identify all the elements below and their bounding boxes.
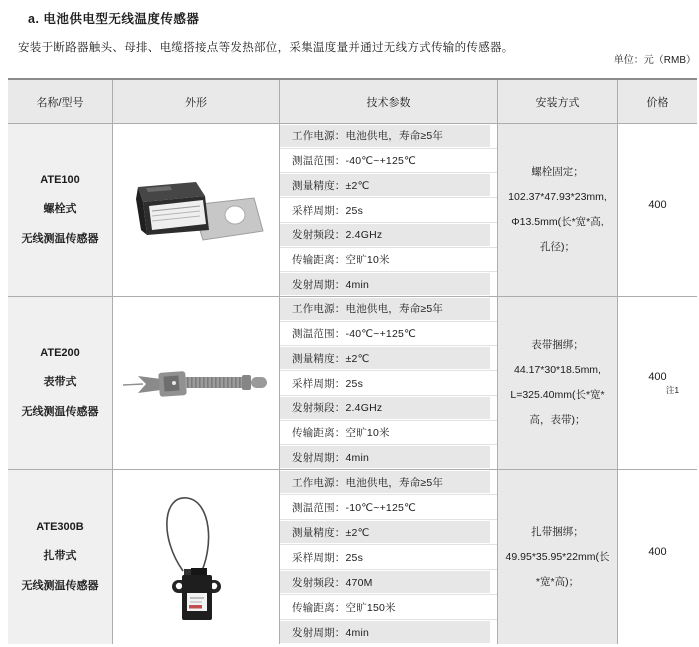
name-cell-ate300b <box>8 470 113 644</box>
param-row: 采样周期：25s <box>280 370 497 395</box>
product-table <box>8 78 697 643</box>
param-row: 测温范围：-40℃~+125℃ <box>280 321 497 346</box>
install-line: 高，表带)； <box>529 414 586 426</box>
install-line: Φ13.5mm(长*宽*高, <box>511 216 604 228</box>
param-row: 测温范围：-10℃~+125℃ <box>280 494 497 519</box>
param-row: 发射频段：2.4GHz <box>280 222 497 247</box>
name-cell-ate100 <box>8 124 113 296</box>
install-line: *宽*高)； <box>535 575 580 588</box>
model-label: ATE300B <box>36 521 84 533</box>
params-cell-ate200 <box>280 297 498 469</box>
table-header-row <box>8 80 697 124</box>
price-value: 400 <box>648 370 667 383</box>
param-row: 工作电源：电池供电，寿命≥5年 <box>280 470 497 494</box>
install-line: 孔径)； <box>540 241 575 253</box>
param-row: 测量精度：±2℃ <box>280 519 497 544</box>
price-value: 400 <box>648 545 667 558</box>
category-label: 无线测温传感器 <box>21 406 99 418</box>
header-appearance: 外形 <box>113 80 280 123</box>
intro-text: 安装于断路器触头、母排、电缆搭接点等发热部位，采集温度量并通过无线方式传输的传感器。 <box>18 42 514 54</box>
price-note: 注1 <box>665 384 680 395</box>
install-line: 44.17*30*18.5mm, <box>514 364 601 376</box>
type-label: 螺栓式 <box>43 203 77 215</box>
param-row: 测量精度：±2℃ <box>280 345 497 370</box>
price-cell-ate100 <box>618 124 697 296</box>
model-label: ATE100 <box>40 174 80 186</box>
cable-tie-type-sensor-photo <box>141 485 251 630</box>
photo-cell-ate300b <box>113 470 280 644</box>
param-row: 传输距离：空旷10米 <box>280 247 497 272</box>
param-row: 采样周期：25s <box>280 544 497 569</box>
page-title: a. 电池供电型无线温度传感器 <box>28 12 200 26</box>
param-row: 工作电源：电池供电，寿命≥5年 <box>280 124 497 148</box>
install-line: 扎带捆绑； <box>531 525 584 538</box>
table-row-ate100 <box>8 124 697 297</box>
param-row: 发射频段：470M <box>280 569 497 594</box>
param-row: 发射周期：4min <box>280 271 497 296</box>
table-row-ate200 <box>8 297 697 470</box>
photo-cell-ate100 <box>113 124 280 296</box>
install-line: L=325.40mm(长*宽* <box>510 389 605 401</box>
name-cell-ate200 <box>8 297 113 469</box>
type-label: 扎带式 <box>43 550 77 562</box>
params-cell-ate100 <box>280 124 498 296</box>
install-line: 102.37*47.93*23mm, <box>508 191 607 203</box>
param-row: 测量精度：±2℃ <box>280 172 497 197</box>
install-line: 表带捆绑； <box>531 339 584 351</box>
category-label: 无线测温传感器 <box>21 233 99 245</box>
model-label: ATE200 <box>40 347 80 359</box>
install-line: 螺栓固定； <box>531 166 584 178</box>
watchband-type-sensor-photo <box>121 362 271 404</box>
params-cell-ate300b <box>280 470 498 644</box>
unit-label: 单位：元（RMB） <box>613 55 696 66</box>
param-row: 发射频段：2.4GHz <box>280 395 497 420</box>
install-line: 49.95*35.95*22mm(长 <box>505 550 610 563</box>
param-row: 采样周期：25s <box>280 197 497 222</box>
install-cell-ate300b <box>498 470 618 644</box>
header-tech-params: 技术参数 <box>280 80 498 123</box>
param-row: 发射周期：4min <box>280 619 497 644</box>
param-row: 测温范围：-40℃~+125℃ <box>280 148 497 173</box>
header-install-method: 安装方式 <box>498 80 618 123</box>
category-label: 无线测温传感器 <box>21 580 99 592</box>
type-label: 表带式 <box>43 376 77 388</box>
param-row: 发射周期：4min <box>280 444 497 469</box>
header-name-model: 名称/型号 <box>8 80 113 123</box>
price-value: 400 <box>648 198 667 211</box>
install-cell-ate200 <box>498 297 618 469</box>
install-cell-ate100 <box>498 124 618 296</box>
price-cell-ate200 <box>618 297 697 469</box>
param-row: 传输距离：空旷10米 <box>280 420 497 445</box>
param-row: 传输距离：空旷150米 <box>280 594 497 619</box>
table-row-ate300b <box>8 470 697 644</box>
price-cell-ate300b <box>618 470 697 644</box>
photo-cell-ate200 <box>113 297 280 469</box>
bolt-type-sensor-photo <box>126 169 266 251</box>
param-row: 工作电源：电池供电，寿命≥5年 <box>280 297 497 321</box>
header-price: 价格 <box>646 96 669 109</box>
